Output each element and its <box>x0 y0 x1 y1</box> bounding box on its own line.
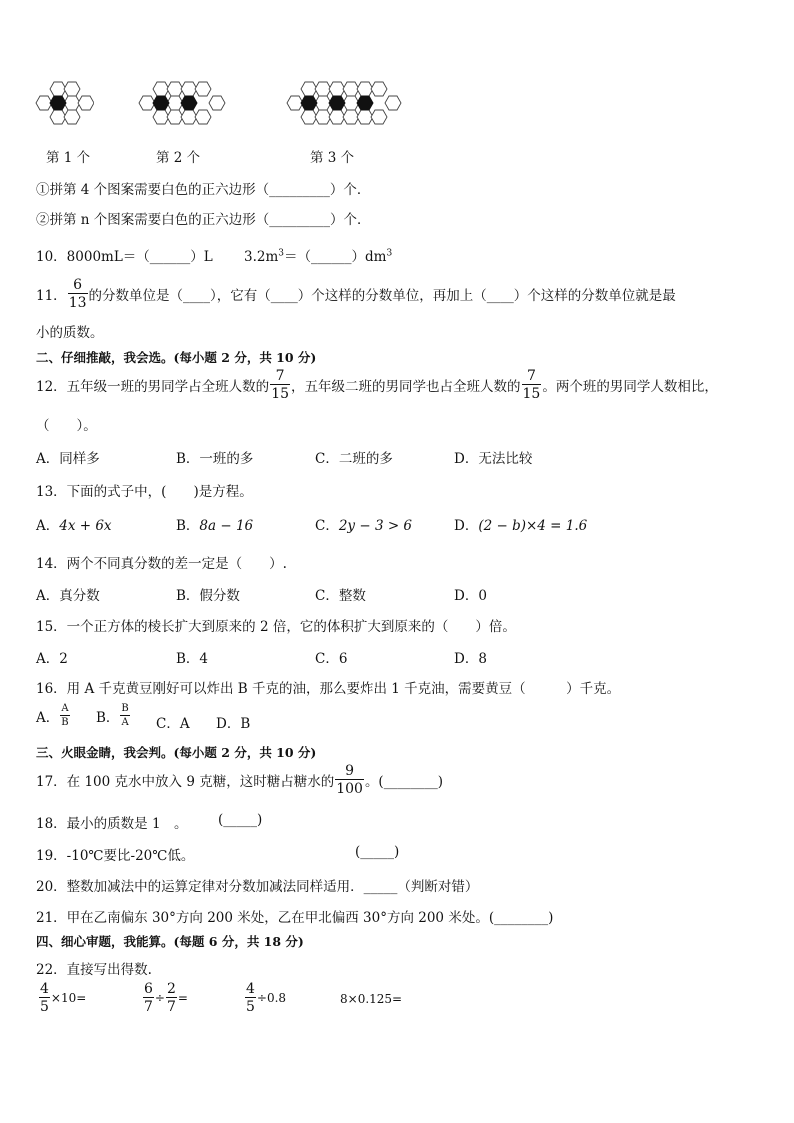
pattern-label-2: 第 2 个 <box>156 150 201 166</box>
q13-stem: 13．下面的式子中，( )是方程。 <box>36 484 253 500</box>
q10-part-b: $3.2m^3=(\_\_\_\_\_\_)dm^3$ <box>244 248 393 265</box>
fraction: $\frac{4}{5}$ <box>246 981 255 1015</box>
q18: 18．最小的质数是 1 。 <box>36 816 188 832</box>
q12-option-d[interactable]: D．无法比较 <box>454 451 533 467</box>
hexagon-pattern-2 <box>137 80 229 136</box>
fraction: $\frac{2}{7}$ <box>166 981 176 1015</box>
q13-option-a[interactable]: A．4x + 6x <box>36 518 112 534</box>
q22-expr-1: $\frac{4}{5}$ ×10= <box>40 981 87 1015</box>
fraction: $\frac{4}{5}$ <box>40 981 49 1015</box>
q16-option-b[interactable]: B． $\frac{B}{A}$ <box>96 703 129 728</box>
q22-expr-2: $\frac{6}{7}$ ÷ $\frac{2}{7}$ = <box>144 981 188 1015</box>
q11-line-1: 11． $\frac{6}{13}$ 的分数单位是（____），它有（____）个这样的分数单位，再加上（____）个这样的分数单位就是最 <box>36 277 676 311</box>
q22-expr-3: $\frac{4}{5}$ ÷0.8 <box>246 981 287 1015</box>
q21: 21．甲在乙南偏东 30°方向 200 米处，乙在甲北偏西 30°方向 200 米处。(________) <box>36 910 554 926</box>
q15-option-b[interactable]: B．4 <box>176 651 209 667</box>
q15-option-a[interactable]: A．2 <box>36 651 68 667</box>
q14-option-d[interactable]: D．0 <box>454 588 487 604</box>
pattern-label-3: 第 3 个 <box>310 150 355 166</box>
q22-expr-4: 8×0.125= <box>340 992 403 1006</box>
q16-option-a[interactable]: A． $\frac{A}{B}$ <box>36 703 69 728</box>
q14-stem: 14．两个不同真分数的差一定是（ ）. <box>36 556 287 572</box>
q13-option-b[interactable]: B．8a − 16 <box>176 518 254 534</box>
section-4-heading: 四、细心审题，我能算。(每题 6 分，共 18 分) <box>36 934 304 949</box>
q14-option-a[interactable]: A．真分数 <box>36 588 100 604</box>
section-3-heading: 三、火眼金睛，我会判。(每小题 2 分，共 10 分) <box>36 745 317 760</box>
black-hexagon <box>50 96 66 110</box>
q11-line-2: 小的质数。 <box>36 325 104 341</box>
q9-part-b: ②拼第 n 个图案需要白色的正六边形（_________）个． <box>36 212 371 228</box>
section-2-heading: 二、仔细推敲，我会选。(每小题 2 分，共 10 分) <box>36 350 317 365</box>
fraction: $\frac{7}{15}$ <box>522 368 541 402</box>
q20: 20．整数加减法中的运算定律对分数加减法同样适用．_____（判断对错） <box>36 879 479 895</box>
fraction: $\frac{9}{100}$ <box>336 763 363 797</box>
q16-option-d[interactable]: D．B <box>216 716 251 732</box>
q12-line-2: （ ）。 <box>36 418 97 434</box>
q12-option-b[interactable]: B．一班的多 <box>176 451 254 467</box>
q16-stem: 16．用 A 千克黄豆刚好可以炸出 B 千克的油，那么要炸出 1 千克油，需要黄豆（ ）千克。 <box>36 681 621 697</box>
fraction: $\frac{B}{A}$ <box>121 703 129 728</box>
fraction: $\frac{A}{B}$ <box>61 703 69 728</box>
pattern-label-1: 第 1 个 <box>46 150 91 166</box>
fraction: $\frac{7}{15}$ <box>271 368 290 402</box>
q12-option-c[interactable]: C．二班的多 <box>315 451 393 467</box>
q15-option-c[interactable]: C．6 <box>315 651 348 667</box>
hexagon-pattern-3 <box>285 80 407 136</box>
q10-part-a: 10．8000mL＝（______）L <box>36 249 213 265</box>
q22-stem: 22．直接写出得数. <box>36 962 152 978</box>
q14-option-b[interactable]: B．假分数 <box>176 588 240 604</box>
q13-option-d[interactable]: D．(2 − b)×4 = 1.6 <box>454 518 588 534</box>
fraction: $\frac{6}{13}$ <box>68 277 87 311</box>
q12-option-a[interactable]: A．同样多 <box>36 451 100 467</box>
hexagon-pattern-1 <box>34 80 94 136</box>
q13-option-c[interactable]: C．2y − 3 > 6 <box>315 518 413 534</box>
q16-option-c[interactable]: C．A <box>156 716 190 732</box>
q15-option-d[interactable]: D．8 <box>454 651 487 667</box>
q19-answer-blank[interactable]: (_____) <box>355 844 400 860</box>
q12-line-1: 12．五年级一班的男同学占全班人数的 $\frac{7}{15}$ ，五年级二班的男同学也占全班人数的 $\frac{7}{15}$ 。两个班的男同学人数相比， <box>36 368 718 402</box>
q9-part-a: ①拼第 4 个图案需要白色的正六边形（_________）个． <box>36 182 371 198</box>
q14-option-c[interactable]: C．整数 <box>315 588 366 604</box>
fraction: $\frac{6}{7}$ <box>144 981 153 1015</box>
q19: 19．-10℃要比-20℃低。 <box>36 848 195 864</box>
q18-answer-blank[interactable]: (_____) <box>218 812 263 828</box>
q17: 17．在 100 克水中放入 9 克糖，这时糖占糖水的 $\frac{9}{100}$ 。(________) <box>36 763 443 797</box>
q15-stem: 15．一个正方体的棱长扩大到原来的 2 倍，它的体积扩大到原来的（ ）倍。 <box>36 619 516 635</box>
